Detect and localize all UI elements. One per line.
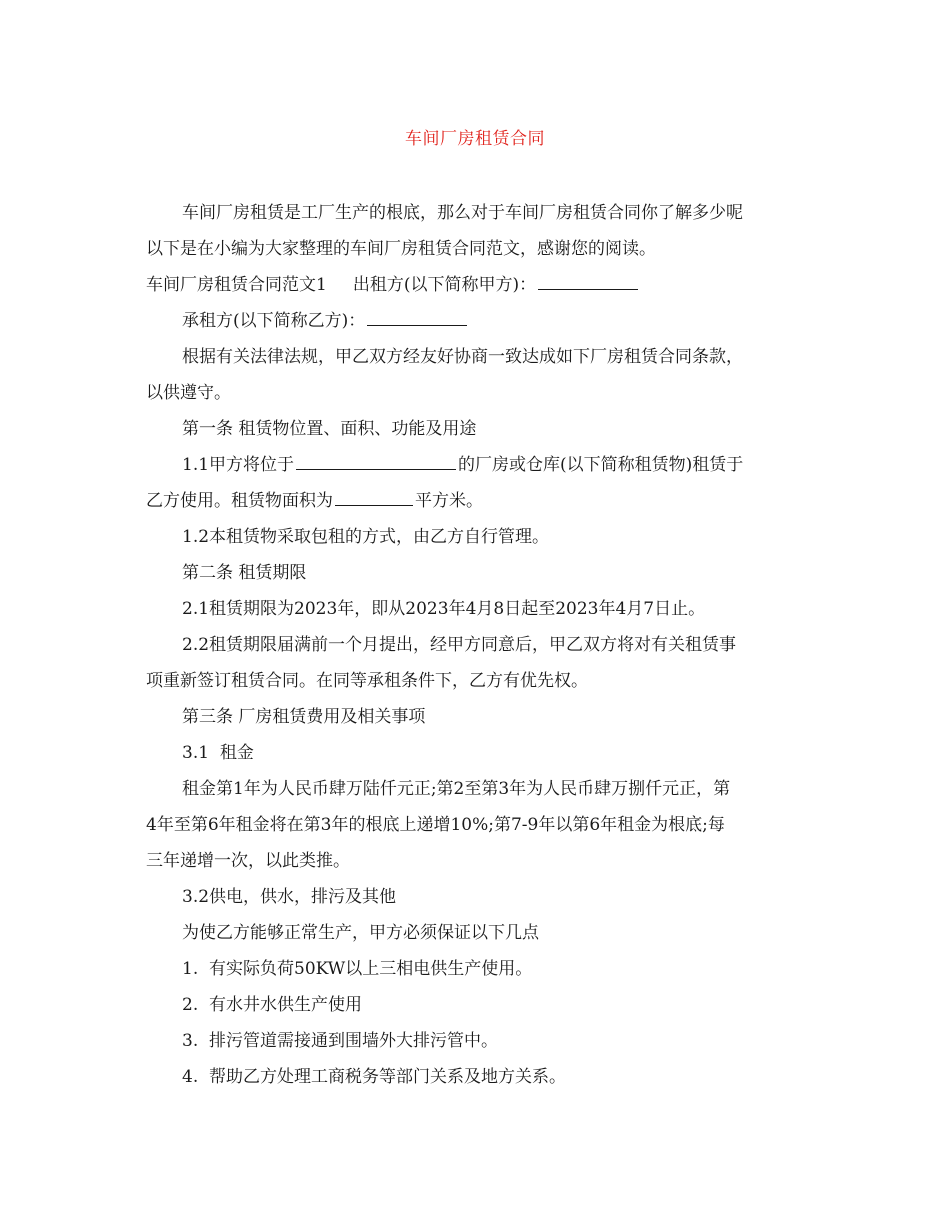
sample-heading-line bbox=[146, 267, 808, 303]
clause-3-1-title: 3.1 租金 bbox=[182, 743, 254, 763]
clause-2-1: 2.1租赁期限为2023年，即从2023年4月8日起至2023年4月7日止。 bbox=[182, 599, 706, 619]
lessor-blank bbox=[538, 267, 638, 290]
lessee-line bbox=[146, 303, 808, 339]
intro-line-1: 车间厂房租赁是工厂生产的根底，那么对于车间厂房租赁合同你了解多少呢 bbox=[182, 203, 743, 223]
sample-heading: 车间厂房租赁合同范文1 bbox=[146, 275, 327, 295]
clause-1-1-text-d: 平方米。 bbox=[415, 491, 483, 511]
rent-line-1: 租金第1年为人民币肆万陆仟元正;第2至第3年为人民币肆万捌仟元正，第 bbox=[182, 779, 731, 799]
clause-3-2-intro: 为使乙方能够正常生产，甲方必须保证以下几点 bbox=[182, 923, 539, 943]
rent-line-2: 4年至第6年租金将在第3年的根底上递增10%;第7-9年以第6年租金为根底;每 bbox=[146, 815, 725, 835]
rent-line-3: 三年递增一次，以此类推。 bbox=[146, 851, 350, 871]
list-item: 4. 帮助乙方处理工商税务等部门关系及地方关系。 bbox=[182, 1067, 567, 1087]
area-blank bbox=[335, 483, 413, 506]
clause-1-2: 1.2本租赁物采取包租的方式，由乙方自行管理。 bbox=[182, 527, 550, 547]
lessee-blank bbox=[367, 303, 467, 326]
article-1-title: 第一条 租赁物位置、面积、功能及用途 bbox=[182, 419, 477, 439]
document-body bbox=[146, 195, 808, 1095]
clause-2-2-line-2: 项重新签订租赁合同。在同等承租条件下，乙方有优先权。 bbox=[146, 671, 588, 691]
clause-1-1-line-2 bbox=[146, 483, 808, 519]
intro-line-2: 以下是在小编为大家整理的车间厂房租赁合同范文，感谢您的阅读。 bbox=[146, 239, 656, 259]
preamble-line-1: 根据有关法律法规，甲乙双方经友好协商一致达成如下厂房租赁合同条款， bbox=[182, 347, 743, 367]
clause-1-1-text-a: 1.1甲方将位于 bbox=[182, 455, 295, 475]
document-title: 车间厂房租赁合同 bbox=[405, 129, 545, 149]
article-2-title: 第二条 租赁期限 bbox=[182, 563, 307, 583]
list-item: 2. 有水井水供生产使用 bbox=[182, 995, 363, 1015]
list-item: 3. 排污管道需接通到围墙外大排污管中。 bbox=[182, 1031, 499, 1051]
clause-3-2-title: 3.2供电，供水，排污及其他 bbox=[182, 887, 397, 907]
list-item: 1. 有实际负荷50KW以上三相电供生产使用。 bbox=[182, 959, 533, 979]
clause-2-2-line-1: 2.2租赁期限届满前一个月提出，经甲方同意后，甲乙双方将对有关租赁事 bbox=[182, 635, 737, 655]
article-3-title: 第三条 厂房租赁费用及相关事项 bbox=[182, 707, 426, 727]
clause-1-1-line-1 bbox=[146, 447, 808, 483]
preamble-line-2: 以供遵守。 bbox=[146, 383, 231, 403]
location-blank bbox=[296, 447, 456, 470]
lessor-label: 出租方(以下简称甲方)： bbox=[352, 275, 537, 295]
lessee-label: 承租方(以下简称乙方)： bbox=[182, 311, 366, 331]
clause-1-1-text-c: 乙方使用。租赁物面积为 bbox=[146, 491, 333, 511]
clause-1-1-text-b: 的厂房或仓库(以下简称租赁物)租赁于 bbox=[458, 455, 744, 475]
